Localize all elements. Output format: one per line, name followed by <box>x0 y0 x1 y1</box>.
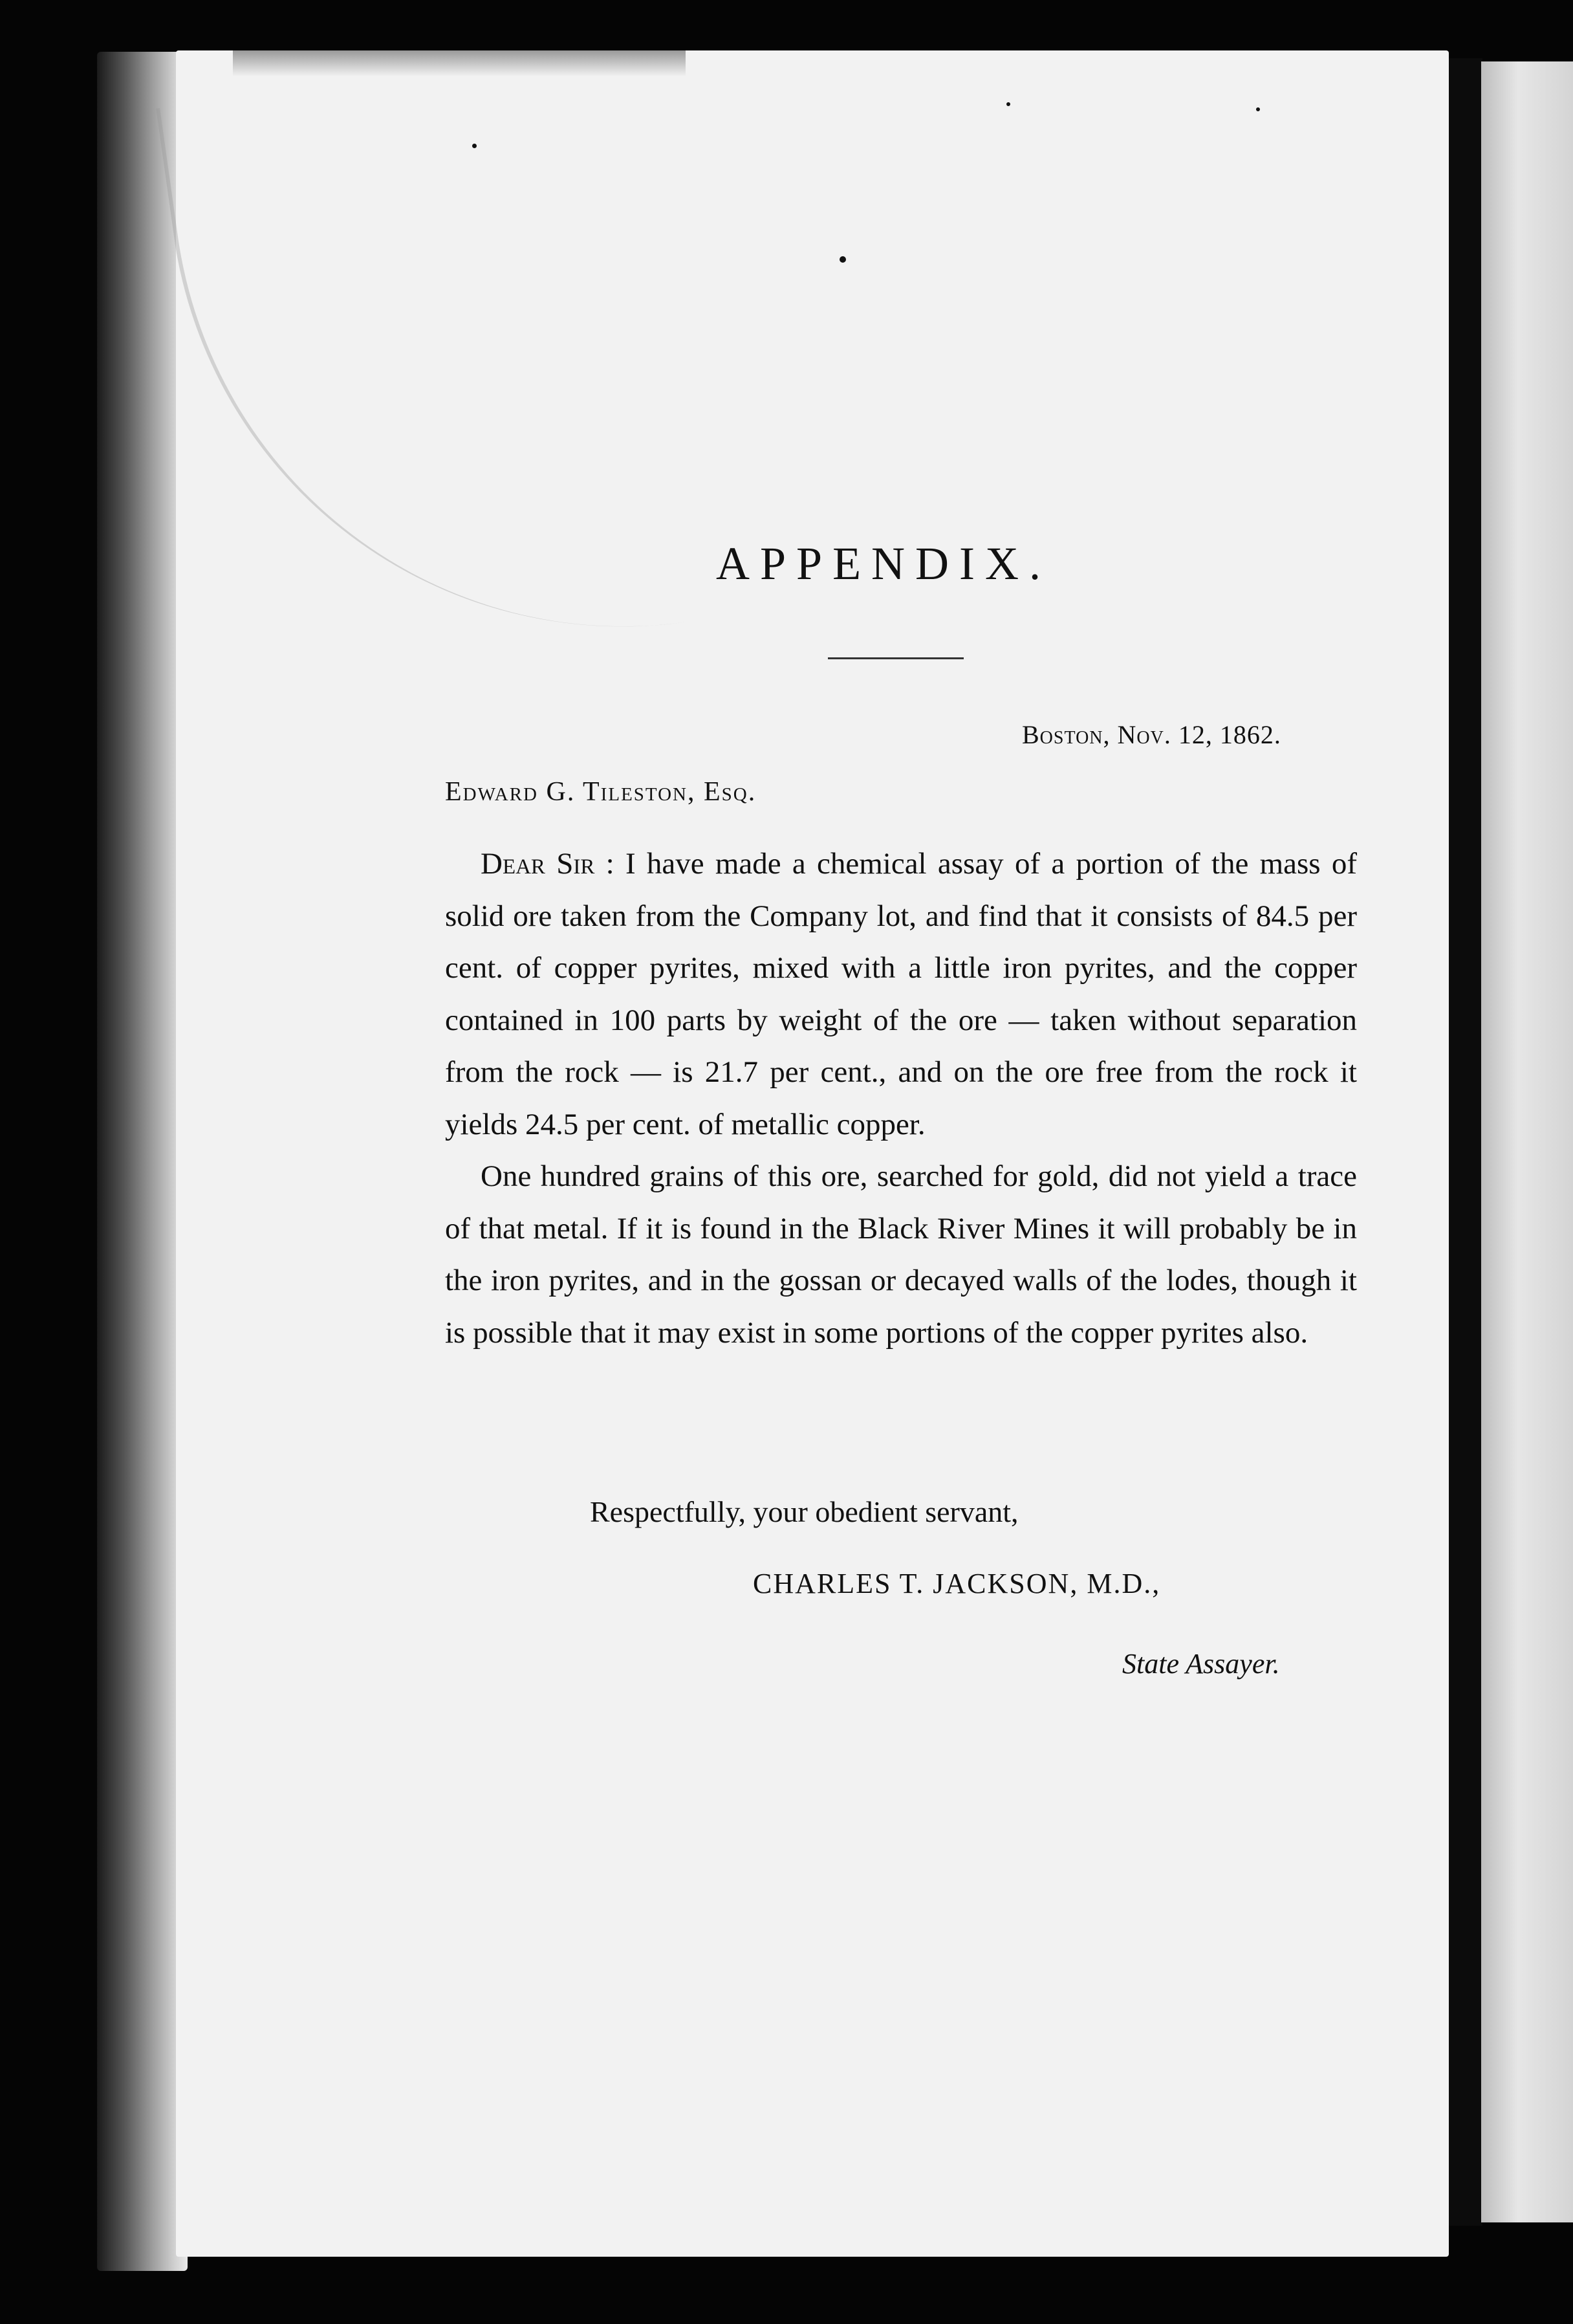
ink-speck <box>840 256 846 263</box>
letter-body <box>445 838 1357 1359</box>
page-edge-shadow <box>1449 58 1482 2226</box>
adjacent-page-edge <box>1481 61 1573 2222</box>
book-gutter <box>97 52 188 2271</box>
letter-addressee: Edward G. Tileston, Esq. <box>445 777 757 807</box>
page-title: APPENDIX. <box>715 538 1052 589</box>
letter-paragraph-2: One hundred grains of this ore, searched for gold, did not yield a trace of that metal. If it is found in the Black River Mines it will probably be in the iron pyrites, and in the gossan or decayed walls of the lodes, though it is possible that it may exist in some portions of the copper pyrites also. <box>445 1159 1357 1350</box>
letter-paragraph-1 <box>445 838 1357 1150</box>
letter-closing: Respectfully, your obedient servant, <box>590 1495 1019 1528</box>
paragraph-1-text: I have made a chemical assay of a portion of the mass of solid ore taken from the Company lot, and find that it consists of 84.5 per cent. of copper pyrites, mixed with a little iron pyrites, and the copper contained in 100 parts by weight of the ore — taken without separation from the rock — is 21.7 per cent., and on the ore free from the rock it yields 24.5 per cent. of metallic copper. <box>445 847 1358 1141</box>
ink-speck <box>1256 107 1260 111</box>
ink-speck <box>472 144 477 148</box>
letter-dateline: Boston, Nov. 12, 1862. <box>1022 720 1281 749</box>
letter-salutation: Dear Sir : <box>481 847 614 881</box>
signature-title: State Assayer. <box>1122 1648 1280 1680</box>
title-rule <box>828 657 964 659</box>
ink-speck <box>1006 102 1010 106</box>
letter-signature: CHARLES T. JACKSON, M.D., <box>753 1568 1161 1599</box>
